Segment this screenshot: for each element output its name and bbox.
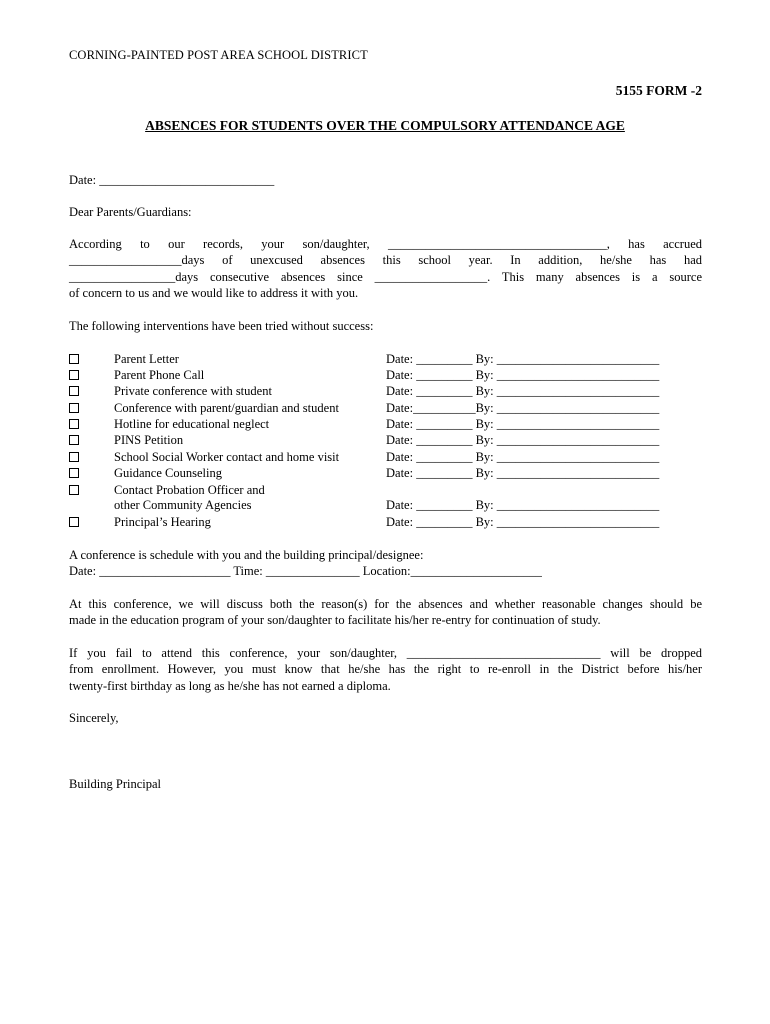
intervention-label: Parent Phone Call: [114, 368, 205, 382]
intervention-label: Contact Probation Officer and: [114, 483, 265, 497]
intervention-row: [69, 466, 709, 482]
date-by-field[interactable]: Date: _________ By: __________________________: [386, 466, 660, 480]
closing-sincerely: Sincerely,: [69, 711, 119, 725]
checkbox[interactable]: [69, 354, 79, 364]
checkbox[interactable]: [69, 517, 79, 527]
intervention-label: other Community Agencies: [114, 498, 252, 512]
intervention-row: [69, 368, 709, 384]
conference-fields[interactable]: Date: _____________________ Time: _______________ Location:_____________________: [69, 564, 542, 578]
intervention-row: [69, 433, 709, 449]
paragraph-line: twenty-first birthday as long as he/she has not earned a diploma.: [69, 679, 391, 693]
checkbox[interactable]: [69, 370, 79, 380]
date-line: Date: ____________________________: [69, 173, 275, 187]
salutation: Dear Parents/Guardians:: [69, 205, 192, 219]
form-number: 5155 FORM -2: [615, 83, 702, 98]
intervention-row: [69, 352, 709, 368]
paragraph-line: from enrollment. However, you must know that he/she has the right to re-enroll in the District before his/her: [69, 662, 702, 676]
checkbox[interactable]: [69, 386, 79, 396]
intervention-label: Parent Letter: [114, 352, 179, 366]
intervention-row: [69, 417, 709, 433]
date-by-field[interactable]: Date: _________ By: __________________________: [386, 368, 660, 382]
interventions-intro: The following interventions have been tried without success:: [69, 319, 374, 333]
paragraph-line: According to our records, your son/daughter, ___________________________________, has accrued: [69, 237, 702, 251]
intervention-label: Conference with parent/guardian and student: [114, 401, 339, 415]
intervention-row: [69, 450, 709, 466]
intervention-row: [69, 384, 709, 400]
intervention-label: Hotline for educational neglect: [114, 417, 270, 431]
intervention-label: Principal’s Hearing: [114, 515, 211, 529]
checkbox[interactable]: [69, 468, 79, 478]
checkbox[interactable]: [69, 403, 79, 413]
date-by-field[interactable]: Date: _________ By: __________________________: [386, 384, 660, 398]
intervention-label: Guidance Counseling: [114, 466, 222, 480]
paragraph-line: At this conference, we will discuss both the reason(s) for the absences and whether reasonable changes should be: [69, 597, 702, 611]
checkbox[interactable]: [69, 485, 79, 495]
conference-intro: A conference is schedule with you and the building principal/designee:: [69, 548, 424, 562]
paragraph-line: If you fail to attend this conference, your son/daughter, _______________________________ will be dropped: [69, 646, 702, 660]
date-by-field[interactable]: Date: _________ By: __________________________: [386, 450, 660, 464]
intervention-label: Private conference with student: [114, 384, 272, 398]
intervention-row: [69, 515, 709, 531]
signature-title: Building Principal: [69, 777, 162, 791]
intervention-row: [69, 401, 709, 417]
checkbox[interactable]: [69, 419, 79, 429]
date-by-field[interactable]: Date: _________ By: __________________________: [386, 433, 660, 447]
date-by-field[interactable]: Date: _________ By: __________________________: [386, 352, 660, 366]
paragraph-line: made in the education program of your son/daughter to facilitate his/her re-entry for continuation of study.: [69, 613, 601, 627]
intervention-row: [69, 483, 709, 499]
date-by-field[interactable]: Date: _________ By: __________________________: [386, 498, 660, 512]
checkbox[interactable]: [69, 435, 79, 445]
district-name: CORNING-PAINTED POST AREA SCHOOL DISTRICT: [69, 48, 368, 62]
intervention-label: PINS Petition: [114, 433, 184, 447]
intervention-label: School Social Worker contact and home visit: [114, 450, 340, 464]
paragraph-line: __________________days of unexcused absences this school year. In addition, he/she has had: [69, 253, 702, 267]
date-by-field[interactable]: Date:__________By: __________________________: [386, 401, 660, 415]
form-title: ABSENCES FOR STUDENTS OVER THE COMPULSORY ATTENDANCE AGE: [145, 118, 625, 133]
date-by-field[interactable]: Date: _________ By: __________________________: [386, 515, 660, 529]
date-by-field[interactable]: Date: _________ By: __________________________: [386, 417, 660, 431]
paragraph-line: of concern to us and we would like to address it with you.: [69, 286, 359, 300]
checkbox[interactable]: [69, 452, 79, 462]
paragraph-line: _________________days consecutive absences since __________________. This many absences is a source: [69, 270, 702, 284]
intervention-row: [69, 498, 709, 514]
